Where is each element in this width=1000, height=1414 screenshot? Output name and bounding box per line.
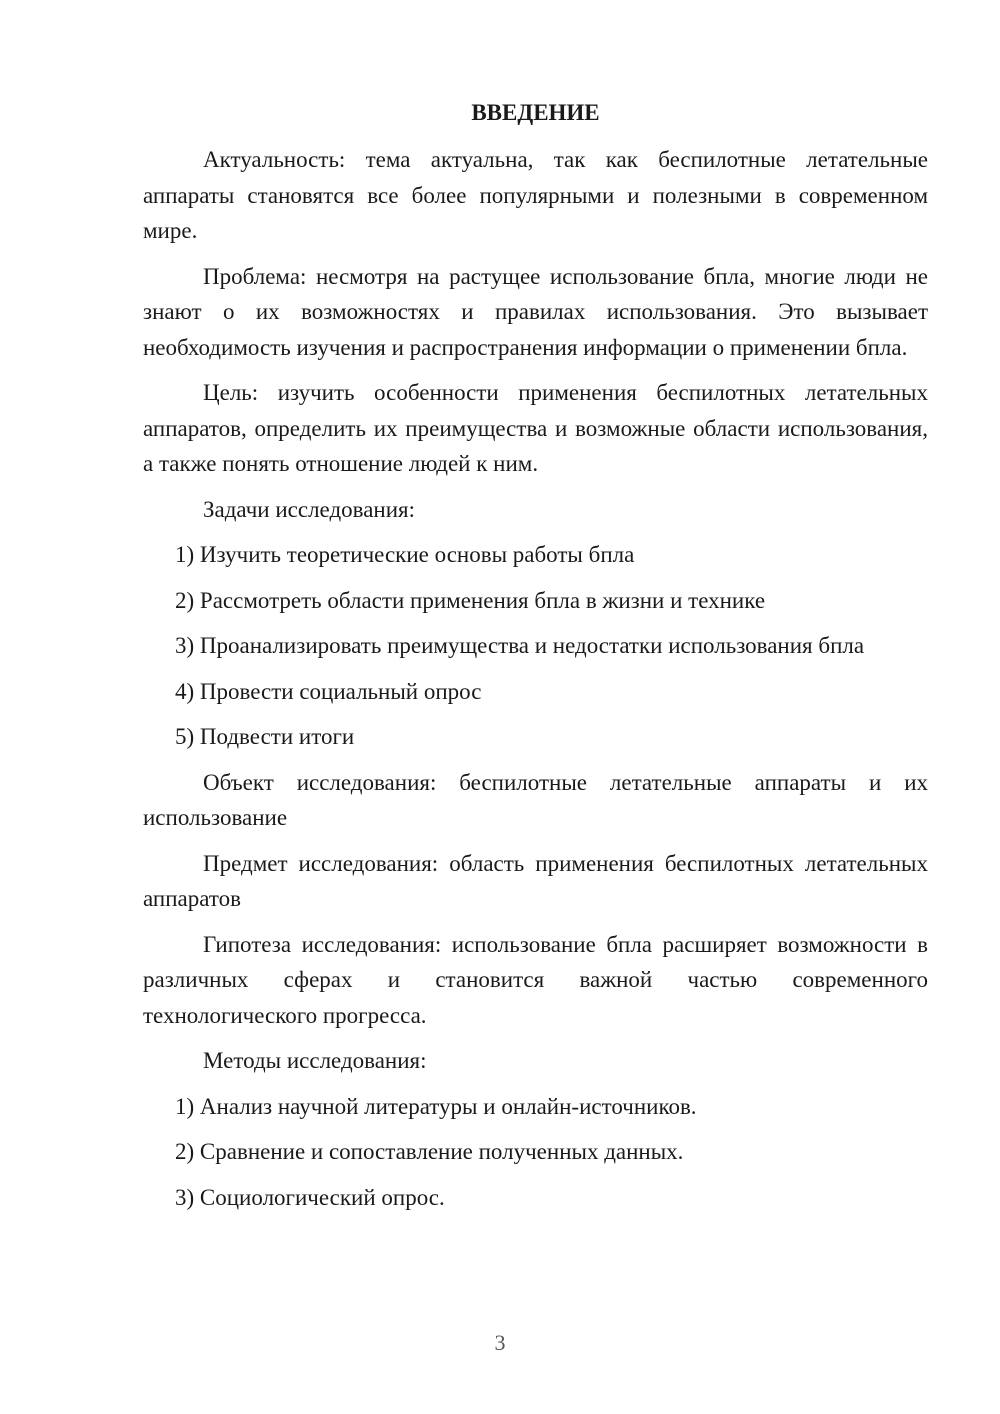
relevance-paragraph: Актуальность: тема актуальна, так как беспилотные летательные аппараты становятся все более популярными и полезными в современном мире. [143, 147, 928, 243]
object-paragraph: Объект исследования: беспилотные летательные аппараты и их использование [143, 769, 928, 830]
task-item: 1) Изучить теоретические основы работы бпла [175, 542, 635, 567]
problem-paragraph: Проблема: несмотря на растущее использование бпла, многие люди не знают о их возможностях и правилах использования. Это вызывает необходимость изучения и распространения информации о применении бпла. [143, 263, 928, 360]
tasks-heading: Задачи исследования: [203, 496, 416, 522]
method-item: 1) Анализ научной литературы и онлайн-источников. [175, 1093, 697, 1119]
page-title: ВВЕДЕНИЕ [471, 100, 600, 125]
goal-paragraph: Цель: изучить особенности применения беспилотных летательных аппаратов, определить их преимущества и возможные области использования, а также понять отношение людей к ним. [143, 380, 928, 476]
subject-paragraph: Предмет исследования: область применения беспилотных летательных аппаратов [143, 850, 928, 911]
method-item: 2) Сравнение и сопоставление полученных данных. [175, 1139, 684, 1164]
task-item: 5) Подвести итоги [175, 724, 355, 749]
task-item: 4) Провести социальный опрос [175, 678, 482, 704]
task-item: 3) Проанализировать преимущества и недостатки использования бпла [175, 633, 865, 658]
document-page [143, 95, 928, 1225]
task-item: 2) Рассмотреть области применения бпла в жизни и технике [175, 587, 766, 613]
method-item: 3) Социологический опрос. [175, 1184, 445, 1210]
hypothesis-paragraph: Гипотеза исследования: использование бпла расширяет возможности в различных сферах и становится важной частью современного технологического прогресса. [143, 931, 928, 1028]
page-number: 3 [494, 1330, 506, 1355]
methods-heading: Методы исследования: [203, 1048, 427, 1073]
